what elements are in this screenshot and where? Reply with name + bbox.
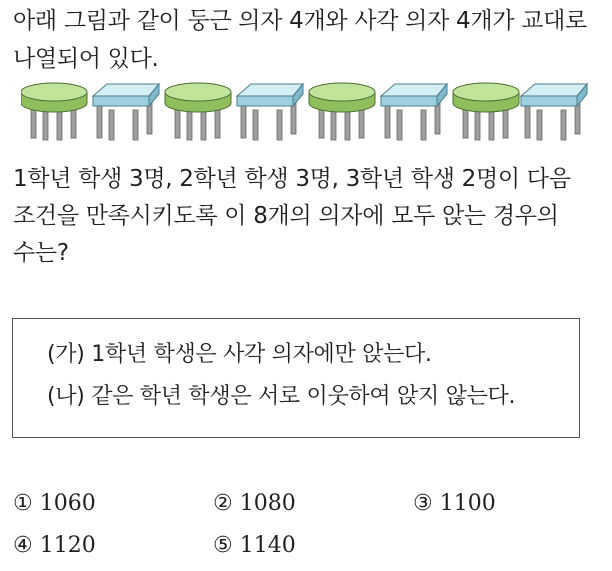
condition-a: (가) 1학년 학생은 사각 의자에만 앉는다.: [47, 342, 432, 367]
choice-1-mark: ①: [13, 491, 33, 516]
round-chair-2: [165, 83, 231, 140]
round-chair-4: [453, 83, 519, 140]
choice-5-value: 1140: [239, 533, 296, 558]
problem-line-1: 아래 그림과 같이 둥근 의자 4개와 사각 의자 4개가 교대로: [13, 8, 587, 34]
choice-1[interactable]: [13, 490, 96, 518]
choice-3-mark: ③: [413, 491, 433, 516]
condition-b: (나) 같은 학년 학생은 서로 이웃하여 앉지 않는다.: [47, 384, 516, 409]
choice-2[interactable]: [213, 490, 296, 518]
chairs-figure: [21, 80, 591, 142]
problem-line-5: 수는?: [13, 240, 69, 266]
square-chair-3: [381, 84, 447, 140]
problem-line-4: 조건을 만족시키도록 이 8개의 의자에 모두 앉는 경우의: [13, 203, 559, 229]
choice-4[interactable]: [13, 532, 96, 560]
round-chair-1: [21, 83, 87, 140]
choice-4-value: 1120: [39, 533, 96, 558]
square-chair-4: [521, 84, 587, 140]
choice-5-mark: ⑤: [213, 533, 233, 558]
round-chair-3: [309, 83, 375, 140]
choice-2-value: 1080: [239, 491, 296, 516]
problem-line-3: 1학년 학생 3명, 2학년 학생 3명, 3학년 학생 2명이 다음: [13, 166, 571, 192]
choice-5[interactable]: [213, 532, 296, 560]
choice-3-value: 1100: [439, 491, 496, 516]
choice-3[interactable]: [413, 490, 496, 518]
conditions-box: [12, 318, 580, 438]
square-chair-1: [93, 84, 159, 140]
choice-2-mark: ②: [213, 491, 233, 516]
square-chair-2: [237, 84, 303, 140]
choice-1-value: 1060: [39, 491, 96, 516]
choice-4-mark: ④: [13, 533, 33, 558]
problem-line-2: 나열되어 있다.: [13, 46, 159, 72]
